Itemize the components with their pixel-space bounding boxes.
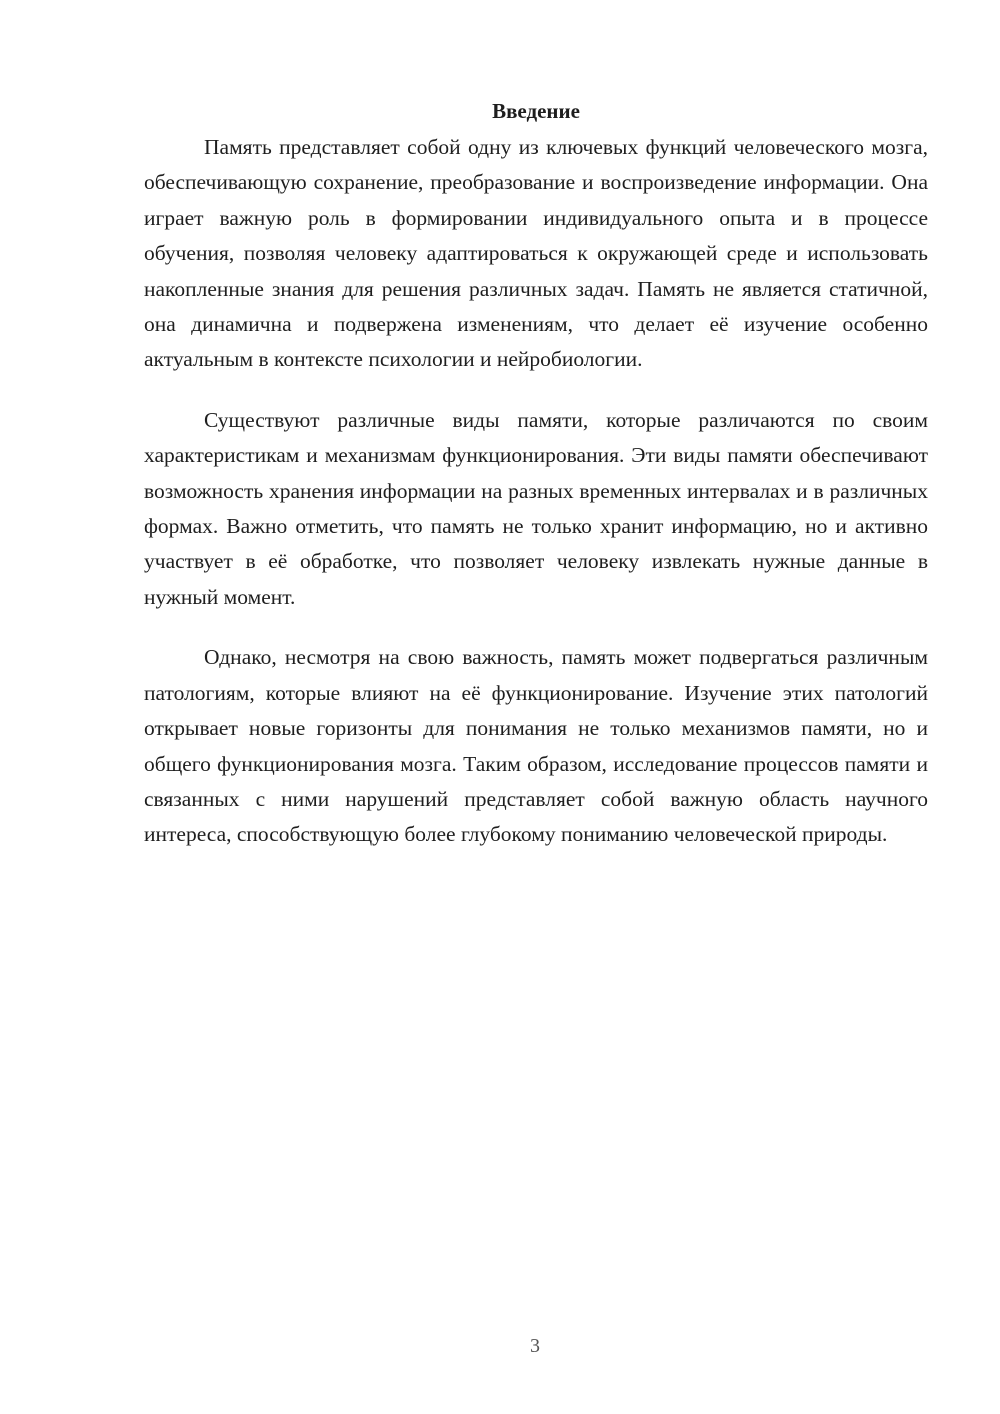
paragraph-3: Однако, несмотря на свою важность, память может подвергаться различным патологиям, которые влияют на её функционирование. Изучение этих патологий открывает новые горизонты для понимания не только механизмов памяти, но и общего функционирования мозга. Таким образом, исследование процессов памяти и связанных с ними нарушений представляет собой важную область научного интереса, способствующую более глубокому пониманию человеческой природы. [144, 645, 928, 847]
section-heading: Введение [492, 99, 580, 123]
page-content [144, 96, 928, 878]
paragraph-1: Память представляет собой одну из ключевых функций человеческого мозга, обеспечивающую сохранение, преобразование и воспроизведение информации. Она играет важную роль в формировании индивидуального опыта и в процессе обучения, позволяя человеку адаптироваться к окружающей среде и использовать накопленные знания для решения различных задач. Память не является статичной, она динамична и подвержена изменениям, что делает её изучение особенно актуальным в контексте психологии и нейробиологии. [144, 135, 928, 372]
page-number: 3 [530, 1335, 540, 1357]
paragraph-2: Существуют различные виды памяти, которые различаются по своим характеристикам и механизмам функционирования. Эти виды памяти обеспечивают возможность хранения информации на разных временных интервалах и в различных формах. Важно отметить, что память не только хранит информацию, но и активно участвует в её обработке, что позволяет человеку извлекать нужные данные в нужный момент. [144, 407, 928, 609]
